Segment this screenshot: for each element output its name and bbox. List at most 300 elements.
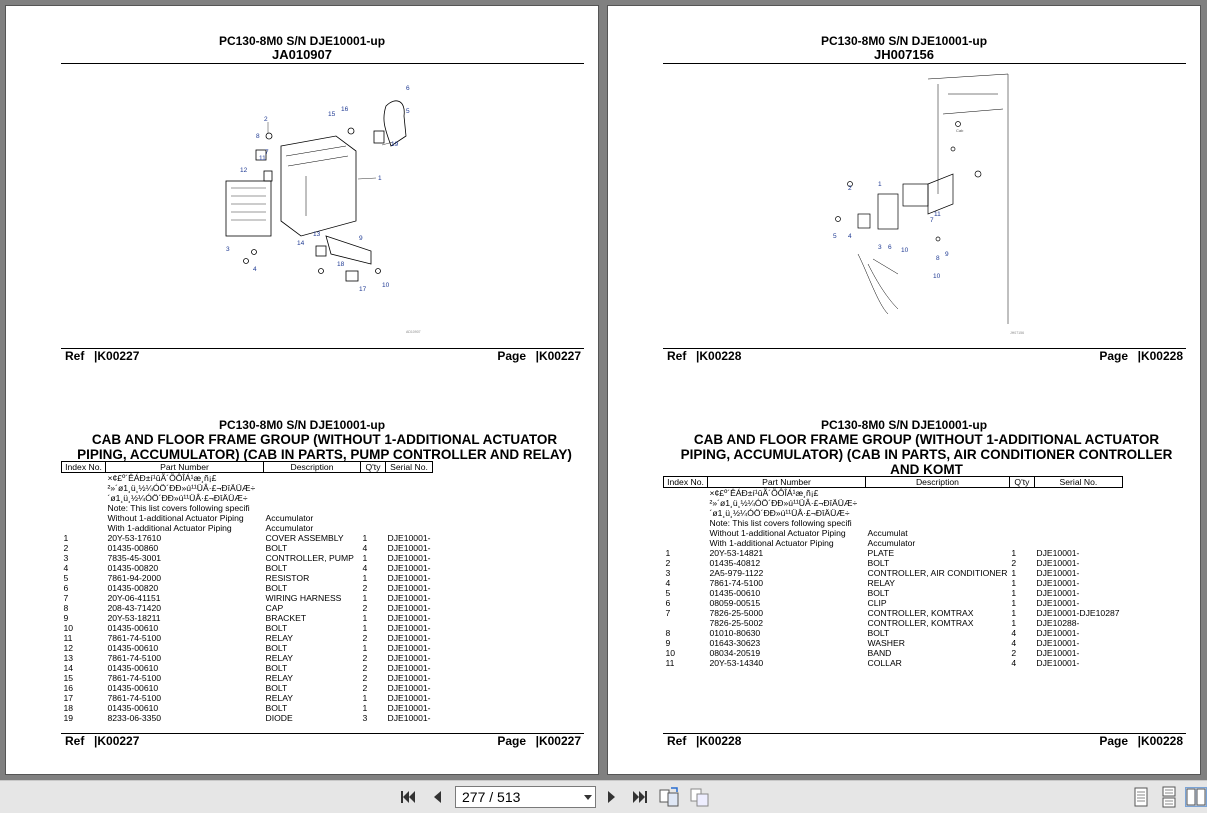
cell-index: 11 xyxy=(665,658,675,668)
cell-serial: DJE10001- xyxy=(387,603,431,613)
page-number-display: 277 / 513 xyxy=(462,789,521,805)
cell-part-number: 01435-00820 xyxy=(107,563,159,573)
cell-description: CONTROLLER, KOMTRAX xyxy=(867,608,974,618)
cell-description: CAP xyxy=(265,603,284,613)
cell-qty: 1 xyxy=(1011,588,1017,598)
cell-serial: DJE10001- xyxy=(1036,578,1080,588)
note-text: Without 1-additional Actuator Piping xyxy=(709,528,846,538)
page-model-header: PC130-8M0 S/N DJE10001-up xyxy=(218,34,386,48)
page-value: |K00227 xyxy=(535,734,581,748)
cell-qty: 1 xyxy=(362,623,368,633)
table-row xyxy=(62,583,433,593)
cell-serial: DJE10001- xyxy=(387,633,431,643)
col-qty: Q'ty xyxy=(1009,477,1034,488)
table-header-row xyxy=(664,477,1123,488)
cell-description: RELAY xyxy=(867,578,896,588)
cell-qty: 2 xyxy=(362,683,368,693)
section-title-line: PIPING, ACCUMULATOR) (CAB IN PARTS, PUMP CONTROLLER AND RELAY) xyxy=(77,447,572,462)
cell-part-number: 01435-40812 xyxy=(709,558,761,568)
cell-part-number: 7861-74-5100 xyxy=(107,633,162,643)
cell-description: DIODE xyxy=(265,713,293,723)
note-row xyxy=(664,488,1123,499)
table-row xyxy=(62,593,433,603)
cell-part-number: 7826-25-5000 xyxy=(709,608,764,618)
chevron-down-icon xyxy=(584,795,592,800)
cell-part-number: 01010-80630 xyxy=(709,628,761,638)
section-title-line: CAB AND FLOOR FRAME GROUP (WITHOUT 1-ADDITIONAL ACTUATOR xyxy=(693,432,1160,447)
copy-view-button[interactable] xyxy=(690,787,710,807)
cell-part-number: 20Y-53-14821 xyxy=(709,548,764,558)
cell-description: BAND xyxy=(867,648,892,658)
cell-serial: DJE10001- xyxy=(387,643,431,653)
table-row xyxy=(62,703,433,713)
prev-page-button[interactable] xyxy=(427,787,447,807)
cell-description: RELAY xyxy=(265,673,294,683)
note-description xyxy=(866,488,1010,499)
table-row xyxy=(664,628,1123,638)
callout-7: 7 xyxy=(265,149,269,156)
empty-cell xyxy=(62,513,106,523)
col-index: Index No. xyxy=(62,462,106,473)
ref-line xyxy=(663,349,1186,363)
next-page-icon xyxy=(605,789,619,805)
cell-qty: 1 xyxy=(362,553,368,563)
page-value: |K00228 xyxy=(1137,734,1183,748)
empty-cell xyxy=(62,503,106,513)
empty-cell xyxy=(1009,508,1034,518)
cell-serial: DJE10001- xyxy=(387,663,431,673)
ref-value: |K00228 xyxy=(696,734,742,748)
empty-cell xyxy=(664,508,708,518)
table-row xyxy=(62,653,433,663)
cell-part-number: 7861-74-5100 xyxy=(709,578,764,588)
table-row xyxy=(62,553,433,563)
callout-9: 9 xyxy=(359,235,363,242)
note-row xyxy=(664,528,1123,538)
two-page-icon xyxy=(1186,788,1206,806)
cell-index: 13 xyxy=(63,653,74,663)
empty-cell xyxy=(1009,518,1034,528)
cell-part-number: 7835-45-3001 xyxy=(107,553,162,563)
note-text: ×¢£º´ÊÁÐ±í¹ûÃ´ÕÔÎÁ¹æ¸ñ¡£ xyxy=(107,473,217,483)
parts-diagram xyxy=(808,74,1025,336)
cell-serial: DJE10001- xyxy=(387,593,431,603)
callout-8: 8 xyxy=(936,255,940,262)
parts-table-body xyxy=(62,473,433,724)
page-value: |K00228 xyxy=(1137,349,1183,363)
cell-index: 1 xyxy=(63,533,69,543)
note-description: Accumulat xyxy=(867,528,908,538)
note-row xyxy=(62,473,433,484)
empty-cell xyxy=(664,538,708,548)
table-row xyxy=(664,598,1123,608)
cell-part-number: 7861-74-5100 xyxy=(107,693,162,703)
cell-part-number: 20Y-53-18211 xyxy=(107,613,161,623)
single-page-icon xyxy=(1133,787,1149,807)
ref-label: Ref xyxy=(65,734,85,748)
cell-description: PLATE xyxy=(867,548,895,558)
note-text: ×¢£º´ÊÁÐ±í¹ûÃ´ÕÔÎÁ¹æ¸ñ¡£ xyxy=(709,488,819,498)
empty-cell xyxy=(386,473,433,484)
parts-diagram xyxy=(206,76,421,336)
table-row xyxy=(664,548,1123,558)
empty-cell xyxy=(664,518,708,528)
cell-qty: 2 xyxy=(362,673,368,683)
callout-11: 11 xyxy=(259,155,266,162)
cell-index: 1 xyxy=(665,548,671,558)
cell-serial: DJE10001- xyxy=(387,693,431,703)
table-row xyxy=(62,713,433,723)
cell-description: BOLT xyxy=(265,683,288,693)
cell-index: 12 xyxy=(63,643,74,653)
table-row xyxy=(62,643,433,653)
cell-description: BOLT xyxy=(265,623,288,633)
two-page-view-button[interactable] xyxy=(1185,787,1207,807)
cell-description: RESISTOR xyxy=(265,573,310,583)
cell-index: 3 xyxy=(63,553,69,563)
empty-cell xyxy=(361,493,386,503)
cell-description: RELAY xyxy=(265,633,294,643)
table-row xyxy=(62,633,433,643)
note-text: With 1-additional Actuator Piping xyxy=(709,538,834,548)
callout-4: 4 xyxy=(253,266,257,273)
callout-14: 14 xyxy=(297,240,305,247)
cell-serial: DJE10001- xyxy=(1036,638,1080,648)
page-label: Page xyxy=(497,734,526,748)
ref-line xyxy=(61,349,584,363)
illustration-code: JH007156 xyxy=(874,47,934,62)
page-label: Page xyxy=(497,349,526,363)
cell-qty: 1 xyxy=(1011,618,1017,628)
table-row xyxy=(62,573,433,583)
cell-description: RELAY xyxy=(265,693,294,703)
parts-table xyxy=(61,461,433,723)
cell-index: 5 xyxy=(665,588,671,598)
callout-3: 3 xyxy=(878,244,882,251)
header-rule xyxy=(663,63,1186,64)
cell-index: 16 xyxy=(63,683,74,693)
cell-qty: 1 xyxy=(362,573,368,583)
table-row xyxy=(62,683,433,693)
section-title-line: PIPING, ACCUMULATOR) (CAB IN PARTS, AIR CONDITIONER CONTROLLER xyxy=(680,447,1173,462)
callout-6: 6 xyxy=(888,244,892,251)
continuous-page-view-button[interactable] xyxy=(1159,787,1179,807)
note-text: With 1-additional Actuator Piping xyxy=(107,523,232,533)
note-description xyxy=(264,493,361,503)
callout-2: 2 xyxy=(848,185,852,192)
col-serial: Serial No. xyxy=(386,462,433,473)
callout-11: 11 xyxy=(934,211,941,218)
diagram-cab-label: Cab xyxy=(956,128,964,133)
cell-description: CLIP xyxy=(867,598,887,608)
parts-table xyxy=(663,476,1123,668)
document-page-right xyxy=(607,5,1201,775)
page-label: Page xyxy=(1099,349,1128,363)
cell-qty: 1 xyxy=(362,693,368,703)
cell-description: BOLT xyxy=(867,588,890,598)
empty-cell xyxy=(1034,508,1122,518)
empty-cell xyxy=(361,503,386,513)
cell-serial: DJE10001- xyxy=(1036,568,1080,578)
cell-serial: DJE10001-DJE10287 xyxy=(1036,608,1120,618)
cell-part-number: 01435-00610 xyxy=(107,643,159,653)
note-row xyxy=(62,493,433,503)
prev-page-icon xyxy=(430,789,444,805)
cell-serial: DJE10001- xyxy=(387,713,431,723)
page-model-header: PC130-8M0 S/N DJE10001-up xyxy=(820,34,988,48)
empty-cell xyxy=(361,523,386,533)
note-text: Note: This list covers following specifi xyxy=(107,503,250,513)
col-serial: Serial No. xyxy=(1034,477,1122,488)
callout-2: 2 xyxy=(264,116,268,123)
cell-description: COVER ASSEMBLY xyxy=(265,533,344,543)
callout-3: 3 xyxy=(226,246,230,253)
note-text: Note: This list covers following specifi xyxy=(709,518,852,528)
cell-part-number: 8233-06-3350 xyxy=(107,713,162,723)
empty-cell xyxy=(1009,528,1034,538)
cell-index: 9 xyxy=(63,613,69,623)
cell-part-number: 01435-00610 xyxy=(709,588,761,598)
cell-part-number: 01435-00610 xyxy=(107,663,159,673)
table-row xyxy=(62,543,433,553)
page-number-select[interactable] xyxy=(455,786,596,808)
note-text: ²»´ø1¸ü¸½¼ÓÖ´ÐÐ»ú¹¹ÜÂ·£¬ÐîÄÜÆ÷ xyxy=(709,498,858,508)
cell-index: 17 xyxy=(63,693,74,703)
cell-index: 3 xyxy=(665,568,671,578)
cell-index: 11 xyxy=(63,633,73,643)
empty-cell xyxy=(664,498,708,508)
copy-view-icon xyxy=(689,787,711,807)
note-description xyxy=(264,473,361,484)
cell-index: 5 xyxy=(63,573,69,583)
page-label: Page xyxy=(1099,734,1128,748)
cell-qty: 1 xyxy=(362,593,368,603)
table-row xyxy=(62,663,433,673)
continuous-page-icon xyxy=(1160,787,1178,807)
last-page-button[interactable] xyxy=(630,787,650,807)
cell-part-number: 20Y-06-41151 xyxy=(107,593,161,603)
page-value: |K00227 xyxy=(535,349,581,363)
note-row xyxy=(62,513,433,523)
cell-qty: 2 xyxy=(362,633,368,643)
cell-part-number: 20Y-53-14340 xyxy=(709,658,764,668)
empty-cell xyxy=(1009,498,1034,508)
empty-cell xyxy=(386,483,433,493)
cell-qty: 4 xyxy=(1011,628,1017,638)
empty-cell xyxy=(1034,498,1122,508)
cell-description: CONTROLLER, KOMTRAX xyxy=(867,618,974,628)
cell-part-number: 08059-00515 xyxy=(709,598,761,608)
cell-description: BRACKET xyxy=(265,613,307,623)
table-row xyxy=(62,673,433,683)
col-description: Description xyxy=(264,462,361,473)
single-page-view-button[interactable] xyxy=(1131,787,1151,807)
cell-serial: DJE10001- xyxy=(387,623,431,633)
table-row xyxy=(664,618,1123,628)
cell-qty: 3 xyxy=(362,713,368,723)
empty-cell xyxy=(1009,538,1034,548)
cell-description: COLLAR xyxy=(867,658,902,668)
cell-part-number: 01435-00860 xyxy=(107,543,159,553)
cell-index: 19 xyxy=(63,713,74,723)
ref-label: Ref xyxy=(667,349,687,363)
cell-serial: DJE10001- xyxy=(387,563,431,573)
note-text: ´ø1¸ü¸½¼ÓÖ´ÐÐ»ú¹¹ÜÂ·£¬ÐîÄÜÆ÷ xyxy=(107,493,248,503)
cell-part-number: 7861-74-5100 xyxy=(107,653,162,663)
next-page-button[interactable] xyxy=(602,787,622,807)
cell-serial: DJE10001- xyxy=(387,543,431,553)
cell-qty: 2 xyxy=(362,663,368,673)
cell-part-number: 7861-94-2000 xyxy=(107,573,162,583)
cell-index: 4 xyxy=(665,578,671,588)
cell-serial: DJE10001- xyxy=(1036,598,1080,608)
cell-description: BOLT xyxy=(265,563,288,573)
note-description xyxy=(866,518,1010,528)
cell-part-number: 208-43-71420 xyxy=(107,603,162,613)
table-row xyxy=(664,558,1123,568)
first-page-icon xyxy=(399,789,417,805)
cell-index: 15 xyxy=(63,673,74,683)
document-page-left xyxy=(5,5,599,775)
ref-value: |K00227 xyxy=(94,734,140,748)
diagram-code-small: AD10907 xyxy=(406,330,421,334)
callout-19: 19 xyxy=(391,141,399,148)
section-title xyxy=(673,432,1180,477)
cell-index xyxy=(664,618,708,628)
note-row xyxy=(62,503,433,513)
cell-qty: 2 xyxy=(362,583,368,593)
cell-qty: 2 xyxy=(362,653,368,663)
cell-part-number: 01435-00610 xyxy=(107,703,159,713)
cell-part-number: 7826-25-5002 xyxy=(709,618,764,628)
illustration-code: JA010907 xyxy=(272,47,332,62)
cell-serial: DJE10001- xyxy=(1036,628,1080,638)
cell-part-number: 2A5-979-1122 xyxy=(709,568,764,578)
cell-qty: 1 xyxy=(1011,548,1017,558)
empty-cell xyxy=(1009,488,1034,499)
cell-description: WIRING HARNESS xyxy=(265,593,342,603)
section-title-line: CAB AND FLOOR FRAME GROUP (WITHOUT 1-ADDITIONAL ACTUATOR xyxy=(91,432,558,447)
cell-description: BOLT xyxy=(265,663,288,673)
ref-line xyxy=(61,734,584,748)
table-row xyxy=(62,613,433,623)
cell-serial: DJE10001- xyxy=(1036,548,1080,558)
cell-index: 8 xyxy=(63,603,69,613)
cell-serial: DJE10001- xyxy=(387,553,431,563)
cell-index: 6 xyxy=(63,583,69,593)
cell-qty: 2 xyxy=(362,603,368,613)
table-row xyxy=(62,693,433,703)
table-row xyxy=(664,578,1123,588)
cell-index: 18 xyxy=(63,703,74,713)
table-row xyxy=(664,568,1123,578)
table-row xyxy=(664,638,1123,648)
empty-cell xyxy=(1034,518,1122,528)
cell-qty: 4 xyxy=(1011,658,1017,668)
ref-line xyxy=(663,734,1186,748)
cell-qty: 1 xyxy=(362,643,368,653)
empty-cell xyxy=(361,483,386,493)
cell-index: 7 xyxy=(665,608,671,618)
empty-cell xyxy=(1034,528,1122,538)
col-index: Index No. xyxy=(664,477,708,488)
note-text: ²»´ø1¸ü¸½¼ÓÖ´ÐÐ»ú¹¹ÜÂ·£¬ÐîÄÜÆ÷ xyxy=(107,483,256,493)
note-text: Without 1-additional Actuator Piping xyxy=(107,513,244,523)
note-row xyxy=(62,523,433,533)
callout-7: 7 xyxy=(930,217,934,224)
cell-serial: DJE10001- xyxy=(1036,588,1080,598)
cell-description: BOLT xyxy=(265,703,288,713)
col-description: Description xyxy=(866,477,1010,488)
cell-serial: DJE10001- xyxy=(387,583,431,593)
table-row xyxy=(62,533,433,543)
note-description: Accumulator xyxy=(867,538,916,548)
cell-qty: 1 xyxy=(362,703,368,713)
cell-description: BOLT xyxy=(265,643,288,653)
ref-value: |K00228 xyxy=(696,349,742,363)
cell-index: 4 xyxy=(63,563,69,573)
cell-index: 8 xyxy=(665,628,671,638)
cell-index: 2 xyxy=(63,543,69,553)
note-row xyxy=(62,483,433,493)
cell-serial: DJE10001- xyxy=(1036,648,1080,658)
empty-cell xyxy=(386,523,433,533)
empty-cell xyxy=(1034,538,1122,548)
sync-view-button[interactable] xyxy=(660,787,680,807)
cell-index: 14 xyxy=(63,663,74,673)
callout-4: 4 xyxy=(848,233,852,240)
cell-qty: 1 xyxy=(1011,568,1017,578)
cell-description: BOLT xyxy=(867,628,890,638)
cell-part-number: 20Y-53-17610 xyxy=(107,533,162,543)
callout-13: 13 xyxy=(313,231,321,238)
note-row xyxy=(664,518,1123,528)
callout-12: 12 xyxy=(240,167,248,174)
col-qty: Q'ty xyxy=(361,462,386,473)
cell-qty: 4 xyxy=(362,543,368,553)
cell-index: 7 xyxy=(63,593,69,603)
callout-1: 1 xyxy=(878,181,882,188)
cell-part-number: 08034-20519 xyxy=(709,648,761,658)
empty-cell xyxy=(62,523,106,533)
cell-description: RELAY xyxy=(265,653,294,663)
callout-16: 16 xyxy=(341,106,349,113)
callout-5: 5 xyxy=(833,233,837,240)
table-header-row xyxy=(62,462,433,473)
empty-cell xyxy=(386,513,433,523)
callout-9: 9 xyxy=(945,251,949,258)
cell-description: CONTROLLER, AIR CONDITIONER xyxy=(867,568,1008,578)
empty-cell xyxy=(361,473,386,484)
cell-qty: 1 xyxy=(362,613,368,623)
cell-description: CONTROLLER, PUMP xyxy=(265,553,354,563)
note-description: Accumulator xyxy=(265,513,314,523)
cell-qty: 1 xyxy=(1011,578,1017,588)
callout-8: 8 xyxy=(256,133,260,140)
empty-cell xyxy=(386,503,433,513)
cell-index: 9 xyxy=(665,638,671,648)
cell-serial: DJE10001- xyxy=(387,533,431,543)
cell-part-number: 7861-74-5100 xyxy=(107,673,162,683)
cell-qty: 1 xyxy=(1011,608,1017,618)
note-row xyxy=(664,538,1123,548)
note-description xyxy=(264,503,361,513)
first-page-button[interactable] xyxy=(398,787,418,807)
section-title-line: AND KOMT xyxy=(890,462,963,477)
cell-part-number: 01435-00820 xyxy=(107,583,159,593)
empty-cell xyxy=(62,473,106,484)
empty-cell xyxy=(62,493,106,503)
